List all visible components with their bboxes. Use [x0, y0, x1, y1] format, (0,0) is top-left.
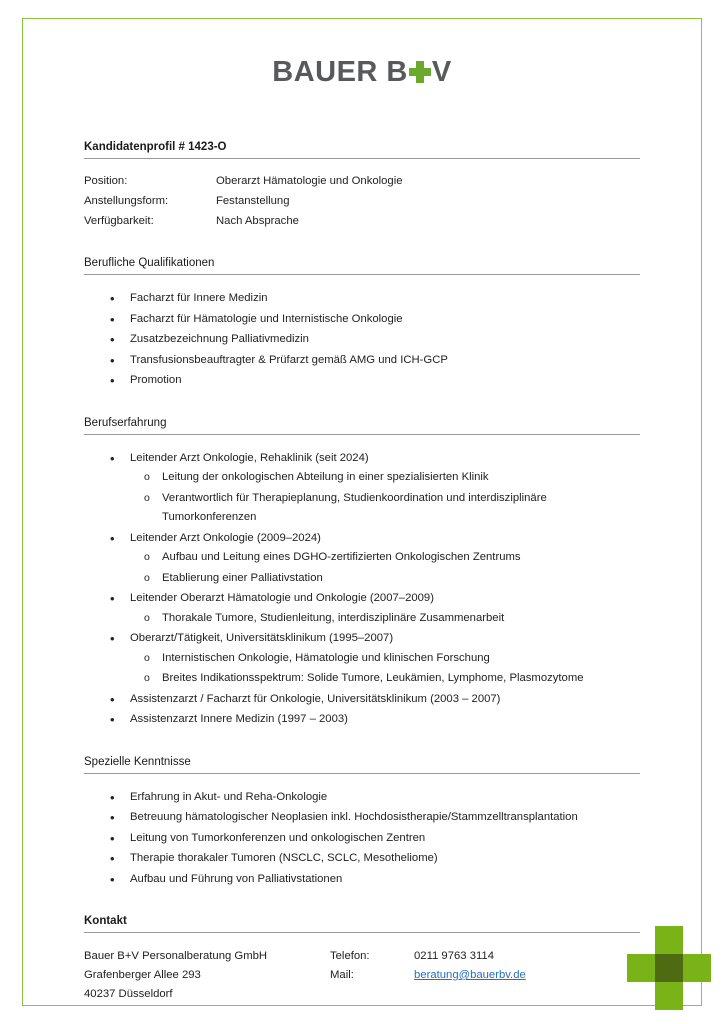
logo-text-left: BAUER B: [272, 56, 408, 88]
logo-text-right: V: [431, 56, 452, 88]
list-item: o Etablierung einer Palliativstation: [162, 569, 640, 589]
profile-fields: [84, 172, 640, 231]
field-value-verfuegbarkeit: Nach Absprache: [216, 215, 299, 227]
field-value-position: Oberarzt Hämatologie und Onkologie: [216, 175, 403, 187]
mail-value-wrap: [414, 966, 526, 985]
list-item: • Erfahrung in Akut- und Reha-Onkologie: [130, 788, 640, 808]
experience-list: [84, 449, 640, 730]
field-row: [84, 212, 640, 231]
list-item: • Therapie thorakaler Tumoren (NSCLC, SCLC, Mesotheliome): [130, 849, 640, 869]
mail-label: Mail:: [330, 969, 354, 981]
list-item: • Facharzt für Innere Medizin: [130, 289, 640, 309]
mail-link[interactable]: beratung@bauerbv.de: [414, 969, 526, 981]
list-item: • Facharzt für Hämatologie und Internistische Onkologie: [130, 310, 640, 330]
list-item: • Transfusionsbeauftragter & Prüfarzt gemäß AMG und ICH-GCP: [130, 351, 640, 371]
contact-company: Bauer B+V Personalberatung GmbH: [84, 950, 268, 962]
field-row: [84, 192, 640, 211]
field-label-anstellungsform: Anstellungsform:: [84, 195, 169, 207]
list-item: o Aufbau und Leitung eines DGHO-zertifizierten Onkologischen Zentrums: [162, 548, 640, 568]
list-item: o Breites Indikationsspektrum: Solide Tumore, Leukämien, Lymphome, Plasmozytome: [162, 669, 640, 689]
cross-center-square: [655, 954, 683, 982]
section-title-contact: Kontakt: [84, 915, 640, 933]
list-item: • Assistenzarzt Innere Medizin (1997 – 2003): [130, 710, 640, 730]
qualifications-list: [84, 289, 640, 391]
list-item: o Verantwortlich für Therapieplanung, Studienkoordination und interdisziplinäre Tumorkonferenzen: [162, 489, 640, 528]
skills-list: [84, 788, 640, 890]
contact-street: Grafenberger Allee 293: [84, 969, 201, 981]
document-content: [84, 40, 640, 1004]
list-item: o Thorakale Tumore, Studienleitung, interdisziplinäre Zusammenarbeit: [162, 609, 640, 629]
phone-value: 0211 9763 3114: [414, 950, 494, 962]
field-label-position: Position:: [84, 175, 128, 187]
decorative-cross-icon: [627, 926, 711, 1010]
list-item: o Leitung der onkologischen Abteilung in einer spezialisierten Klinik: [162, 468, 640, 488]
list-item: • Leitung von Tumorkonferenzen und onkologischen Zentren: [130, 829, 640, 849]
list-item: • Zusatzbezeichnung Palliativmedizin: [130, 330, 640, 350]
list-item: • Betreuung hämatologischer Neoplasien inkl. Hochdosistherapie/Stammzelltransplantation: [130, 808, 640, 828]
field-value-anstellungsform: Festanstellung: [216, 195, 290, 207]
company-logo: [84, 56, 640, 89]
contact-address: [84, 947, 330, 1004]
list-item: • Assistenzarzt / Facharzt für Onkologie, Universitätsklinikum (2003 – 2007): [130, 690, 640, 710]
field-row: [84, 172, 640, 191]
page-title: Kandidatenprofil # 1423-O: [84, 141, 640, 159]
list-item: • Aufbau und Führung von Palliativstationen: [130, 870, 640, 890]
list-item: • Leitender Arzt Onkologie (2009–2024) o Aufbau und Leitung eines DGHO-zertifizierten Onkologischen Zentrums o Etablierung einer Palliativstation: [130, 529, 640, 589]
contact-detail-values: [414, 947, 526, 1004]
section-title-qualifications: Berufliche Qualifikationen: [84, 257, 640, 275]
list-item: • Leitender Arzt Onkologie, Rehaklinik (seit 2024) o Leitung der onkologischen Abteilung in einer spezialisierten Klinik o Verantwortlich für Therapieplanung, Studienkoordination und interdisziplinäre Tumorkonferenzen: [130, 449, 640, 528]
experience-sublist: [130, 468, 640, 528]
contact-details: [330, 947, 526, 1004]
section-title-experience: Berufserfahrung: [84, 417, 640, 435]
contact-detail-labels: [330, 947, 414, 1004]
experience-sublist: [130, 548, 640, 588]
plus-icon: [409, 61, 431, 83]
phone-label: Telefon:: [330, 950, 370, 962]
section-title-skills: Spezielle Kenntnisse: [84, 756, 640, 774]
experience-sublist: [130, 649, 640, 689]
contact-city: 40237 Düsseldorf: [84, 988, 173, 1000]
field-label-verfuegbarkeit: Verfügbarkeit:: [84, 215, 154, 227]
logo-text: [272, 56, 451, 89]
list-item: • Promotion: [130, 371, 640, 391]
experience-sublist: [130, 609, 640, 629]
list-item: • Leitender Oberarzt Hämatologie und Onkologie (2007–2009) o Thorakale Tumore, Studienleitung, interdisziplinäre Zusammenarbeit: [130, 589, 640, 628]
list-item: • Oberarzt/Tätigkeit, Universitätsklinikum (1995–2007) o Internistischen Onkologie, Hämatologie und klinischen Forschung o Breites Indikationsspektrum: Solide Tumore, Leukämien, Lymphome, Plasmozytome: [130, 629, 640, 689]
contact-block: [84, 947, 640, 1004]
list-item: o Internistischen Onkologie, Hämatologie und klinischen Forschung: [162, 649, 640, 669]
